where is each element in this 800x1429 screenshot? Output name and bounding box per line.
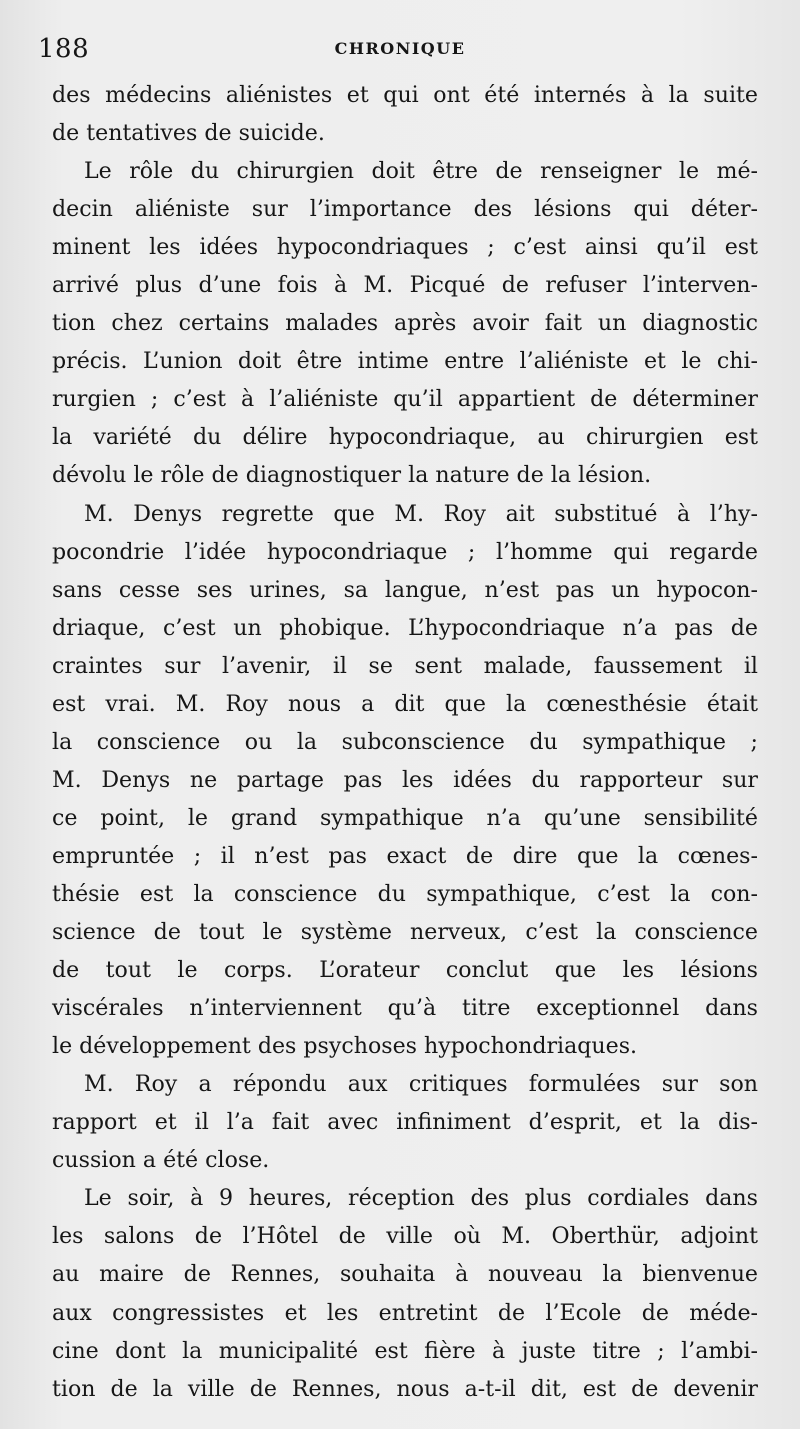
text-line: aux congressistes et les entretint de l’Ecole de méde- xyxy=(52,1299,758,1326)
text-line: rapport et il l’a fait avec infiniment d’esprit, et la dis- xyxy=(52,1109,758,1136)
text-line: M. Denys regrette que M. Roy ait substitué à l’hy- xyxy=(84,500,758,527)
text-line: la conscience ou la subconscience du sympathique ; xyxy=(52,728,758,755)
text-line: cussion a été close. xyxy=(52,1147,270,1174)
text-line: rurgien ; c’est à l’aliéniste qu’il appartient de déterminer xyxy=(52,386,758,413)
text-line: de tentatives de suicide. xyxy=(52,120,325,147)
text-line: au maire de Rennes, souhaita à nouveau la bienvenue xyxy=(52,1261,758,1288)
text-line: tion de la ville de Rennes, nous a-t-il dit, est de devenir xyxy=(52,1375,758,1402)
text-line: thésie est la conscience du sympathique, c’est la con- xyxy=(52,880,758,907)
page-header xyxy=(30,34,770,74)
text-line: le développement des psychoses hypochondriaques. xyxy=(52,1033,638,1060)
text-line: empruntée ; il n’est pas exact de dire que la cœnes- xyxy=(52,842,758,869)
running-head: CHRONIQUE xyxy=(334,39,466,58)
text-line: sans cesse ses urines, sa langue, n’est pas un hypocon- xyxy=(52,576,758,603)
text-line: craintes sur l’avenir, il se sent malade, faussement il xyxy=(52,652,758,679)
text-line: tion chez certains malades après avoir fait un diagnostic xyxy=(52,310,758,337)
text-line: des médecins aliénistes et qui ont été internés à la suite xyxy=(52,82,758,108)
text-line: M. Denys ne partage pas les idées du rapporteur sur xyxy=(52,766,758,793)
text-line: précis. L’union doit être intime entre l’aliéniste et le chi- xyxy=(52,348,758,375)
text-line: Le rôle du chirurgien doit être de renseigner le mé- xyxy=(84,158,758,185)
text-line: les salons de l’Hôtel de ville où M. Oberthür, adjoint xyxy=(52,1223,758,1250)
text-line: decin aliéniste sur l’importance des lésions qui déter- xyxy=(52,196,758,223)
text-line: dévolu le rôle de diagnostiquer la nature de la lésion. xyxy=(52,462,652,489)
page-number: 188 xyxy=(38,34,90,64)
text-line: arrivé plus d’une fois à M. Picqué de refuser l’interven- xyxy=(52,272,758,299)
body-text xyxy=(52,76,758,1408)
text-line: la variété du délire hypocondriaque, au chirurgien est xyxy=(52,424,758,451)
text-line: pocondrie l’idée hypocondriaque ; l’homme qui regarde xyxy=(52,538,758,565)
text-line: ce point, le grand sympathique n’a qu’une sensibilité xyxy=(52,804,758,831)
text-line: est vrai. M. Roy nous a dit que la cœnesthésie était xyxy=(52,690,758,717)
text-line: minent les idées hypocondriaques ; c’est ainsi qu’il est xyxy=(52,234,758,261)
text-line: driaque, c’est un phobique. L’hypocondriaque n’a pas de xyxy=(52,614,758,641)
text-line: cine dont la municipalité est fière à juste titre ; l’ambi- xyxy=(52,1337,758,1364)
text-line: M. Roy a répondu aux critiques formulées sur son xyxy=(84,1071,758,1098)
text-line: de tout le corps. L’orateur conclut que les lésions xyxy=(52,957,758,984)
text-line: science de tout le système nerveux, c’est la conscience xyxy=(52,919,758,946)
text-line: viscérales n’interviennent qu’à titre exceptionnel dans xyxy=(52,995,758,1022)
text-line: Le soir, à 9 heures, réception des plus cordiales dans xyxy=(84,1185,758,1212)
